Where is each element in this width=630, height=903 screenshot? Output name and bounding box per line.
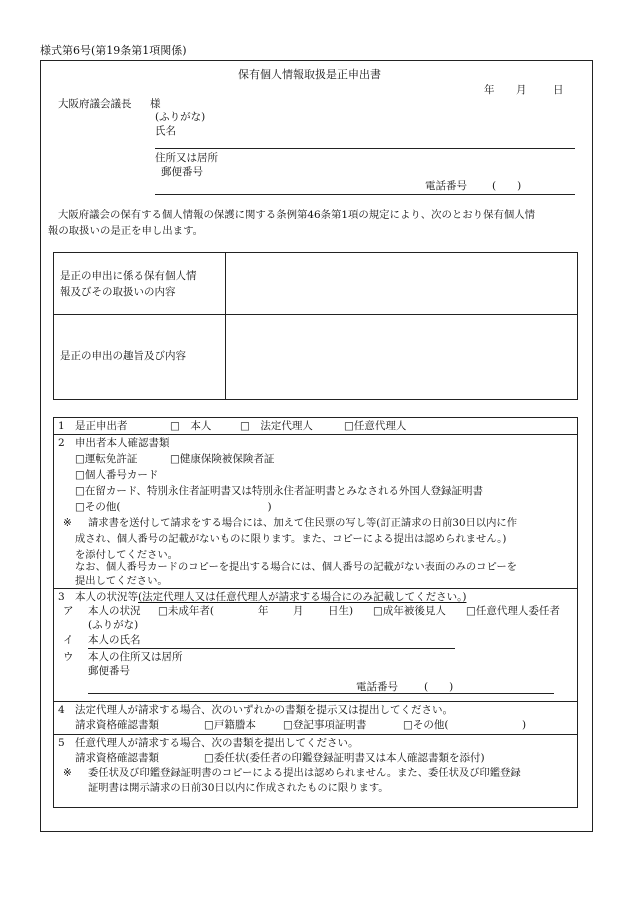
s2-note-line1: 請求書を送付して請求をする場合には、加えて住民票の写し等(訂正請求の日前30日以内に作	[88, 517, 517, 529]
form-title: 保有個人情報取扱是正申出書	[238, 68, 381, 81]
date-month: 月	[516, 84, 527, 96]
s3-a-born: 日生)	[328, 605, 354, 617]
s5-docs-label: 請求資格確認書類	[75, 752, 159, 764]
s3-u-mark: ウ	[63, 651, 74, 663]
s1-option-self[interactable]: □ 本人	[170, 420, 212, 432]
s3-address-line	[88, 693, 554, 694]
s5-note-line2: 証明書は開示請求の日前30日以内に作成されたものに限ります。	[88, 782, 389, 794]
intro-line-2: 報の取扱いの是正を申し出ます。	[48, 225, 204, 237]
date-year: 年	[484, 84, 495, 96]
s5-number: 5	[58, 737, 65, 749]
applicant-address-line	[155, 194, 575, 195]
s3-u-label: 本人の住所又は居所	[88, 651, 183, 663]
row1-label-line2: 報及びその取扱いの内容	[60, 286, 176, 298]
s4-number: 4	[58, 704, 65, 716]
s3-a-label: 本人の状況	[88, 605, 141, 617]
s3-furigana: (ふりがな)	[88, 619, 139, 631]
s2-note-line3: を添付してください。	[75, 549, 178, 561]
s2-note-line4: なお、個人番号カードのコピーを提出する場合には、個人番号の記載がない表面のみのコピーを	[75, 561, 517, 573]
intro-line-1: 大阪府議会の保有する個人情報の保護に関する条例第46条第1項の規定により、次のとおり保有個人情	[58, 209, 536, 221]
s3-heading	[75, 591, 466, 604]
s3-name-line	[88, 648, 455, 649]
s5-note-line1: 委任状及び印鑑登録証明書のコピーによる提出は認められません。また、委任状及び印鑑登録	[88, 767, 521, 779]
applicant-postal-label: 郵便番号	[161, 166, 203, 178]
s3-option-minor[interactable]: □未成年者(	[158, 605, 215, 617]
s3-divider	[53, 701, 578, 702]
s4-docs-label: 請求資格確認書類	[75, 719, 159, 731]
s2-note-mark: ※	[63, 517, 72, 529]
s1-option-legal-agent[interactable]: □ 法定代理人	[240, 420, 313, 432]
s3-a-month: 月	[293, 605, 304, 617]
applicant-name-line	[155, 148, 575, 149]
applicant-address-label: 住所又は居所	[155, 152, 218, 164]
s2-option-insurance[interactable]: □健康保険被保険者証	[170, 453, 275, 465]
content-table-row-line	[53, 314, 578, 315]
s3-phone-parens: ( )	[424, 681, 454, 693]
s4-option-other[interactable]: □その他( )	[403, 719, 527, 731]
applicant-phone-parens: ( )	[492, 180, 522, 192]
s2-label: 申出者本人確認書類	[75, 437, 170, 449]
s1-label: 是正申出者	[75, 420, 128, 432]
s2-note-line5: 提出してください。	[75, 575, 168, 587]
applicant-name-label: 氏名	[155, 125, 176, 137]
s5-note-mark: ※	[63, 767, 72, 779]
s2-option-residence[interactable]: □在留カード、特別永住者証明書又は特別永住者証明書とみなされる外国人登録証明書	[75, 485, 483, 497]
s5-option-proxy[interactable]: □委任状(委任者の印鑑登録証明書又は本人確認書類を添付)	[204, 752, 485, 764]
s1-option-voluntary-agent[interactable]: □任意代理人	[344, 420, 407, 432]
s3-option-guardian[interactable]: □成年被後見人	[373, 605, 446, 617]
s4-text: 法定代理人が請求する場合、次のいずれかの書類を提示又は提出してください。	[75, 704, 453, 716]
s2-option-other[interactable]: □その他( )	[75, 501, 272, 513]
s2-divider	[53, 588, 578, 589]
row1-label-line1: 是正の申出に係る保有個人情	[60, 270, 197, 282]
s2-note-line2: 成され、個人番号の記載がないものに限ります。また、コピーによる提出は認められません。)	[75, 533, 507, 545]
s4-option-koseki[interactable]: □戸籍謄本	[204, 719, 256, 731]
s3-i-label: 本人の氏名	[88, 634, 141, 646]
s3-option-agent-principal[interactable]: □任意代理人委任者	[466, 605, 560, 617]
content-table-divider	[225, 252, 226, 400]
s2-number: 2	[58, 437, 65, 449]
s1-number: 1	[58, 420, 65, 432]
s4-option-registry[interactable]: □登記事項証明書	[283, 719, 367, 731]
date-day: 日	[553, 84, 564, 96]
s4-divider	[53, 734, 578, 735]
s3-a-year: 年	[258, 605, 269, 617]
s3-phone-label: 電話番号	[356, 681, 398, 693]
s2-option-mynumber[interactable]: □個人番号カード	[75, 469, 159, 481]
s3-heading-prefix: 本人の状況等	[75, 591, 138, 603]
row2-label: 是正の申出の趣旨及び内容	[60, 350, 186, 362]
addressee-name: 大阪府議会議長	[58, 98, 132, 110]
addressee-honorific: 様	[150, 98, 161, 110]
s2-option-license[interactable]: □運転免許証	[75, 453, 138, 465]
s3-number: 3	[58, 591, 65, 603]
form-number: 様式第6号(第19条第1項関係)	[40, 44, 187, 57]
s3-i-mark: イ	[63, 634, 74, 646]
s1-divider	[53, 434, 578, 435]
s5-text: 任意代理人が請求する場合、次の書類を提出してください。	[75, 737, 359, 749]
s3-a-mark: ア	[63, 605, 74, 617]
s3-postal-label: 郵便番号	[88, 665, 130, 677]
applicant-phone-label: 電話番号	[425, 180, 467, 192]
applicant-furigana-label: (ふりがな)	[155, 111, 206, 123]
s3-heading-note: (法定代理人又は任意代理人が請求する場合にのみ記載してください。)	[138, 591, 467, 603]
